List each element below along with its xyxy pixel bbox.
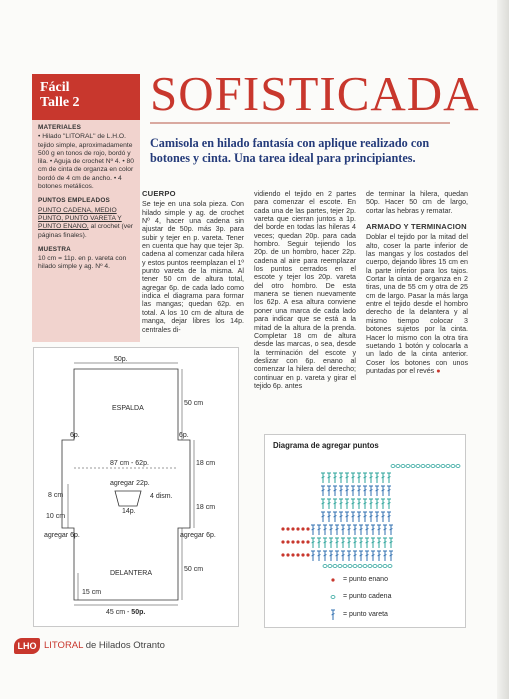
text-column-1 — [142, 190, 244, 334]
armado-body: Doblar el tejido por la mitad del alto, coser la parte inferior de las mangas y los costados del cuerpo, dejando libres 15 cm en la parte inferior para los tajos. Cortar la cinta de organza en 2 tiras, una de 55 cm y otra de 25 cm de largo. Pasar la más larga entre el tejido desde el hombro derecho de la delantera y al mismo tiempo colocar 3 botones sujetos por la cinta. Hacer lo mismo con la otra tira suetando 1 botón y colocarla a un lado de la cinta anterior. Coser los botones con unos puntadas por el revés — [366, 233, 468, 375]
footer-brand-name: LITORAL — [44, 640, 84, 651]
text-column-3 — [366, 190, 468, 375]
armado-heading: ARMADO Y TERMINACION — [366, 222, 467, 232]
garment-schematic — [33, 347, 239, 627]
materials-section — [38, 124, 134, 191]
legend-cadena: = punto cadena — [343, 593, 392, 600]
schema-add-left: agregar 6p. — [44, 532, 80, 539]
points-text: al crochet (ver páginas finales). — [38, 223, 134, 239]
schema-delantera-label: DELANTERA — [110, 570, 153, 577]
diagram-title: Diagrama de agregar puntos — [273, 441, 379, 450]
enano-stitch — [306, 540, 309, 543]
schema-14p-label: 14p. — [122, 508, 136, 515]
enano-stitch — [296, 540, 299, 543]
schema-left-6p: 6p. — [70, 432, 80, 439]
schema-bottom-cm: 45 cm - — [106, 609, 132, 616]
cadena-stitch — [401, 465, 405, 468]
page-title: SOFISTICADA — [150, 66, 480, 121]
cadena-stitch — [328, 565, 332, 568]
enano-stitch — [301, 553, 304, 556]
cadena-stitch — [338, 565, 342, 568]
cadena-stitch — [323, 565, 327, 568]
schema-right-6p: 6p. — [179, 432, 189, 439]
materials-text: • Hilado "LITORAL" de L.H.O. tejido simple, aproximadamente 500 g en tonos de rojo, bordó y lila. • Aguja de crochet Nº 4. • 80 cm de cinta de organza en color bordó de 4 cm de ancho. • 4 botones metálicos. — [38, 133, 134, 191]
cadena-stitch — [333, 565, 337, 568]
enano-stitch — [286, 540, 289, 543]
cadena-stitch — [431, 465, 435, 468]
enano-stitch — [291, 553, 294, 556]
cadena-stitch — [363, 565, 367, 568]
cadena-stitch — [411, 465, 415, 468]
cadena-stitch — [406, 465, 410, 468]
schema-espalda-height: 50 cm — [184, 400, 204, 407]
cadena-stitch — [378, 565, 382, 568]
enano-stitch — [301, 527, 304, 530]
cadena-stitch — [331, 596, 335, 599]
cadena-stitch — [353, 565, 357, 568]
page-subtitle: Camisola en hilado fantasía con aplique realizado con botones y cinta. Una tarea ideal para principiantes. — [150, 136, 430, 165]
end-mark-icon: ● — [436, 366, 441, 375]
legend-vareta: = punto vareta — [343, 611, 388, 618]
points-heading: PUNTOS EMPLEADOS — [38, 197, 110, 205]
schema-collar-add: agregar 22p. — [110, 480, 150, 487]
enano-stitch — [291, 540, 294, 543]
stitch-diagram — [264, 434, 466, 628]
schema-slit-label: 15 cm — [82, 589, 102, 596]
enano-stitch — [281, 553, 284, 556]
cadena-stitch — [421, 465, 425, 468]
materials-heading: MATERIALES — [38, 124, 82, 131]
cadena-stitch — [368, 565, 372, 568]
cadena-stitch — [388, 565, 392, 568]
cuerpo-text-continued: vidiendo el tejido en 2 partes para comenzar el escote. En cada una de las partes, tejer 2p. vareta que cierran juntos a 1p. del borde en todas las hileras 4 veces; quedan 20p. para cada hombro. Seguir tejiendo los 20p. de un hombro, hacer 22p. cadena al aire para reemplazar los puntos cerrados en el escote y tejer los 20p. vareta del otro hombro. De esta manera se tienen nuevamente los 62p. A esa altura conviene poner una marca de cada lado para indicar que se está a la mitad de la altura de la prenda. Completar 18 cm de altura desde las marcas, o sea, desde la terminación del escote y deslizar con 6p. enano al comenzar la hilera del derecho; continuar en p. vareta y girar el tejido 6p. antes — [254, 190, 356, 390]
cadena-stitch — [451, 465, 455, 468]
enano-stitch — [281, 527, 284, 530]
cadena-stitch — [373, 565, 377, 568]
schema-8cm: 8 cm — [48, 492, 64, 499]
cadena-stitch — [383, 565, 387, 568]
enano-stitch — [286, 553, 289, 556]
schema-top-label: 50p. — [114, 356, 128, 363]
footer-brand-rest: de Hilados Otranto — [83, 640, 165, 651]
enano-stitch — [291, 527, 294, 530]
materials-sidebar — [32, 120, 140, 342]
schema-add-right: agregar 6p. — [180, 532, 216, 539]
enano-stitch — [331, 578, 334, 581]
schema-chest-label: 87 cm - 62p. — [110, 460, 149, 467]
sample-heading: MUESTRA — [38, 245, 71, 253]
legend-enano: = punto enano — [343, 576, 388, 583]
enano-stitch — [296, 527, 299, 530]
enano-stitch — [286, 527, 289, 530]
schema-sleeve-upper: 18 cm — [196, 460, 216, 467]
cadena-stitch — [358, 565, 362, 568]
enano-stitch — [306, 553, 309, 556]
armado-text — [366, 233, 468, 375]
page-edge — [497, 0, 509, 699]
cadena-stitch — [426, 465, 430, 468]
schema-delantera-height: 50 cm — [184, 566, 204, 573]
sample-section — [38, 246, 134, 272]
points-link[interactable]: PUNTO CADENA, MEDIO PUNTO, PUNTO VARETA Y PUNTO ENANO, — [38, 206, 122, 231]
badge-size: Talle 2 — [40, 95, 80, 110]
schema-bottom-points: 50p. — [131, 609, 146, 616]
enano-stitch — [301, 540, 304, 543]
cadena-stitch — [348, 565, 352, 568]
cuerpo-text-end: de terminar la hilera, quedan 50p. Hacer 50 cm de largo, cortar las hebras y rematar. — [366, 190, 468, 215]
footer-brand — [44, 640, 165, 651]
points-section — [38, 197, 134, 239]
badge-level: Fácil — [40, 80, 70, 95]
schematic-drawing — [34, 348, 238, 626]
cadena-stitch — [436, 465, 440, 468]
cadena-stitch — [416, 465, 420, 468]
cadena-stitch — [396, 465, 400, 468]
cadena-stitch — [391, 465, 395, 468]
difficulty-badge — [32, 74, 140, 120]
cadena-stitch — [456, 465, 460, 468]
cadena-stitch — [446, 465, 450, 468]
enano-stitch — [296, 553, 299, 556]
cuerpo-heading: CUERPO — [142, 189, 176, 198]
brand-logo: LHO — [14, 638, 40, 654]
title-divider — [150, 122, 450, 124]
cadena-stitch — [343, 565, 347, 568]
enano-stitch — [281, 540, 284, 543]
cuerpo-text: Se teje en una sola pieza. Con hilado simple y ag. de crochet Nº 4, hacer una cadena sin ajustar de 50p. más 3p. para subir y tejer en p. vareta. Tener en cuenta que hay que tejer 3p. cadena al comenzar cada hilera y estos puntos reemplazan el 1º punto vareta de la misma. Al tener 50 cm de altura total, agregar 6p. de cada lado como indica el diagrama para formar las mangas; quedan 62p. en total. A los 10 cm de altura de manga, dejar libres los 14p. centrales di- — [142, 200, 244, 334]
cadena-stitch — [441, 465, 445, 468]
text-column-2 — [254, 190, 356, 390]
schema-10cm: 10 cm — [46, 513, 66, 520]
sample-text: 10 cm = 11p. en p. vareta con hilado simple y ag. Nº 4. — [38, 255, 127, 271]
enano-stitch — [306, 527, 309, 530]
schema-espalda-label: ESPALDA — [112, 405, 144, 412]
schema-dism-label: 4 dism. — [150, 493, 173, 500]
schema-sleeve-lower: 18 cm — [196, 504, 216, 511]
schema-bottom-label — [106, 609, 145, 616]
